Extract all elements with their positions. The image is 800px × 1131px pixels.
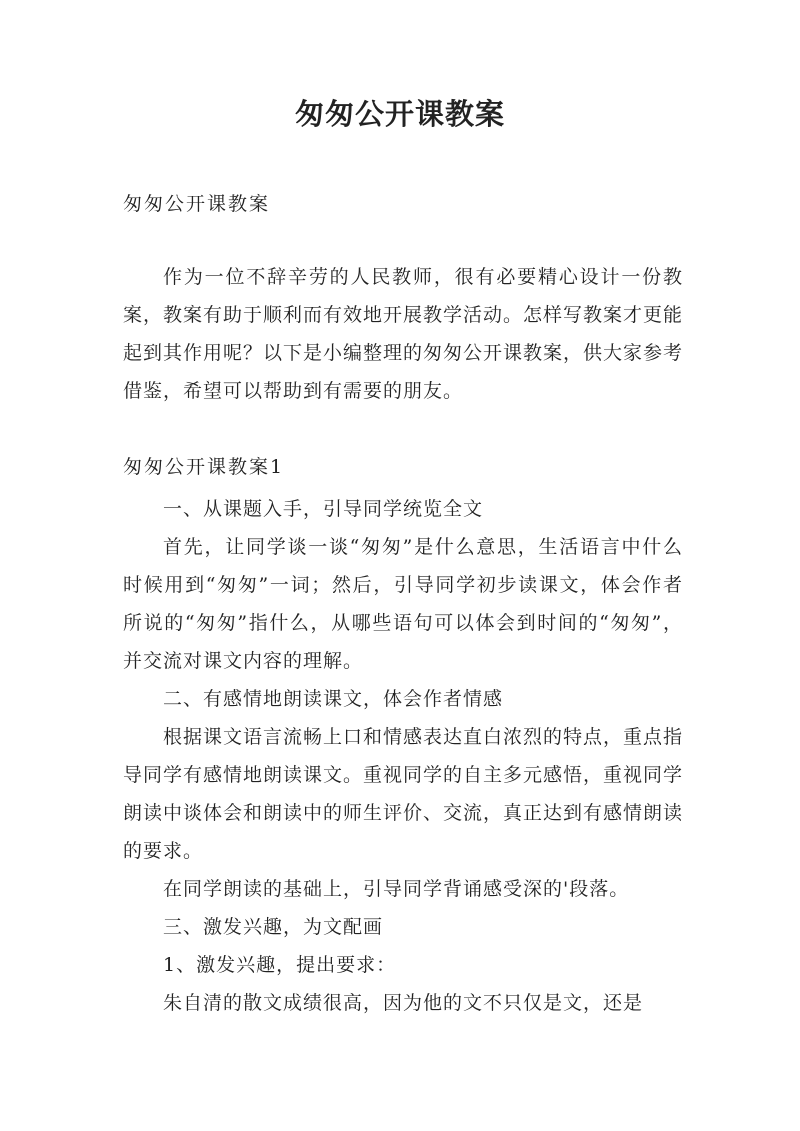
body-paragraph: 根据课文语言流畅上口和情感表达直白浓烈的特点，重点指导同学有感情地朗读课文。重视同学的自主多元感悟，重视同学朗读中谈体会和朗读中的师生评价、交流，真正达到有感情朗读的要求。 — [123, 726, 684, 862]
heading-step-one: 一、从课题入手，引导同学统览全文 — [163, 498, 484, 520]
document-subtitle: 匆匆公开课教案 — [123, 193, 271, 215]
intro-paragraph: 作为一位不辞辛劳的人民教师，很有必要精心设计一份教案，教案有助于顺利而有效地开展教学活动。怎样写教案才更能起到其作用呢？以下是小编整理的匆匆公开课教案，供大家参考借鉴，希望可以帮助到有需要的朋友。 — [123, 266, 684, 402]
heading-step-three: 三、激发兴趣，为文配画 — [163, 916, 384, 938]
body-paragraph: 在同学朗读的基础上，引导同学背诵感受深的'段落。 — [163, 878, 630, 900]
lesson-content — [123, 490, 683, 1022]
section-heading: 匆匆公开课教案1 — [123, 456, 285, 478]
body-paragraph: 朱自清的散文成绩很高，因为他的文不只仅是文，还是 — [163, 992, 644, 1014]
body-paragraph: 首先，让同学谈一谈“匆匆”是什么意思，生活语言中什么时候用到“匆匆”一词；然后，引导同学初步读课文，体会作者所说的“匆匆”指什么，从哪些语句可以体会到时间的“匆匆”，并交流对课文内容的理解。 — [123, 536, 683, 672]
document-title: 匆匆公开课教案 — [294, 97, 505, 131]
heading-step-two: 二、有感情地朗读课文，体会作者情感 — [163, 688, 504, 710]
sub-heading: 1、激发兴趣，提出要求： — [163, 954, 397, 976]
